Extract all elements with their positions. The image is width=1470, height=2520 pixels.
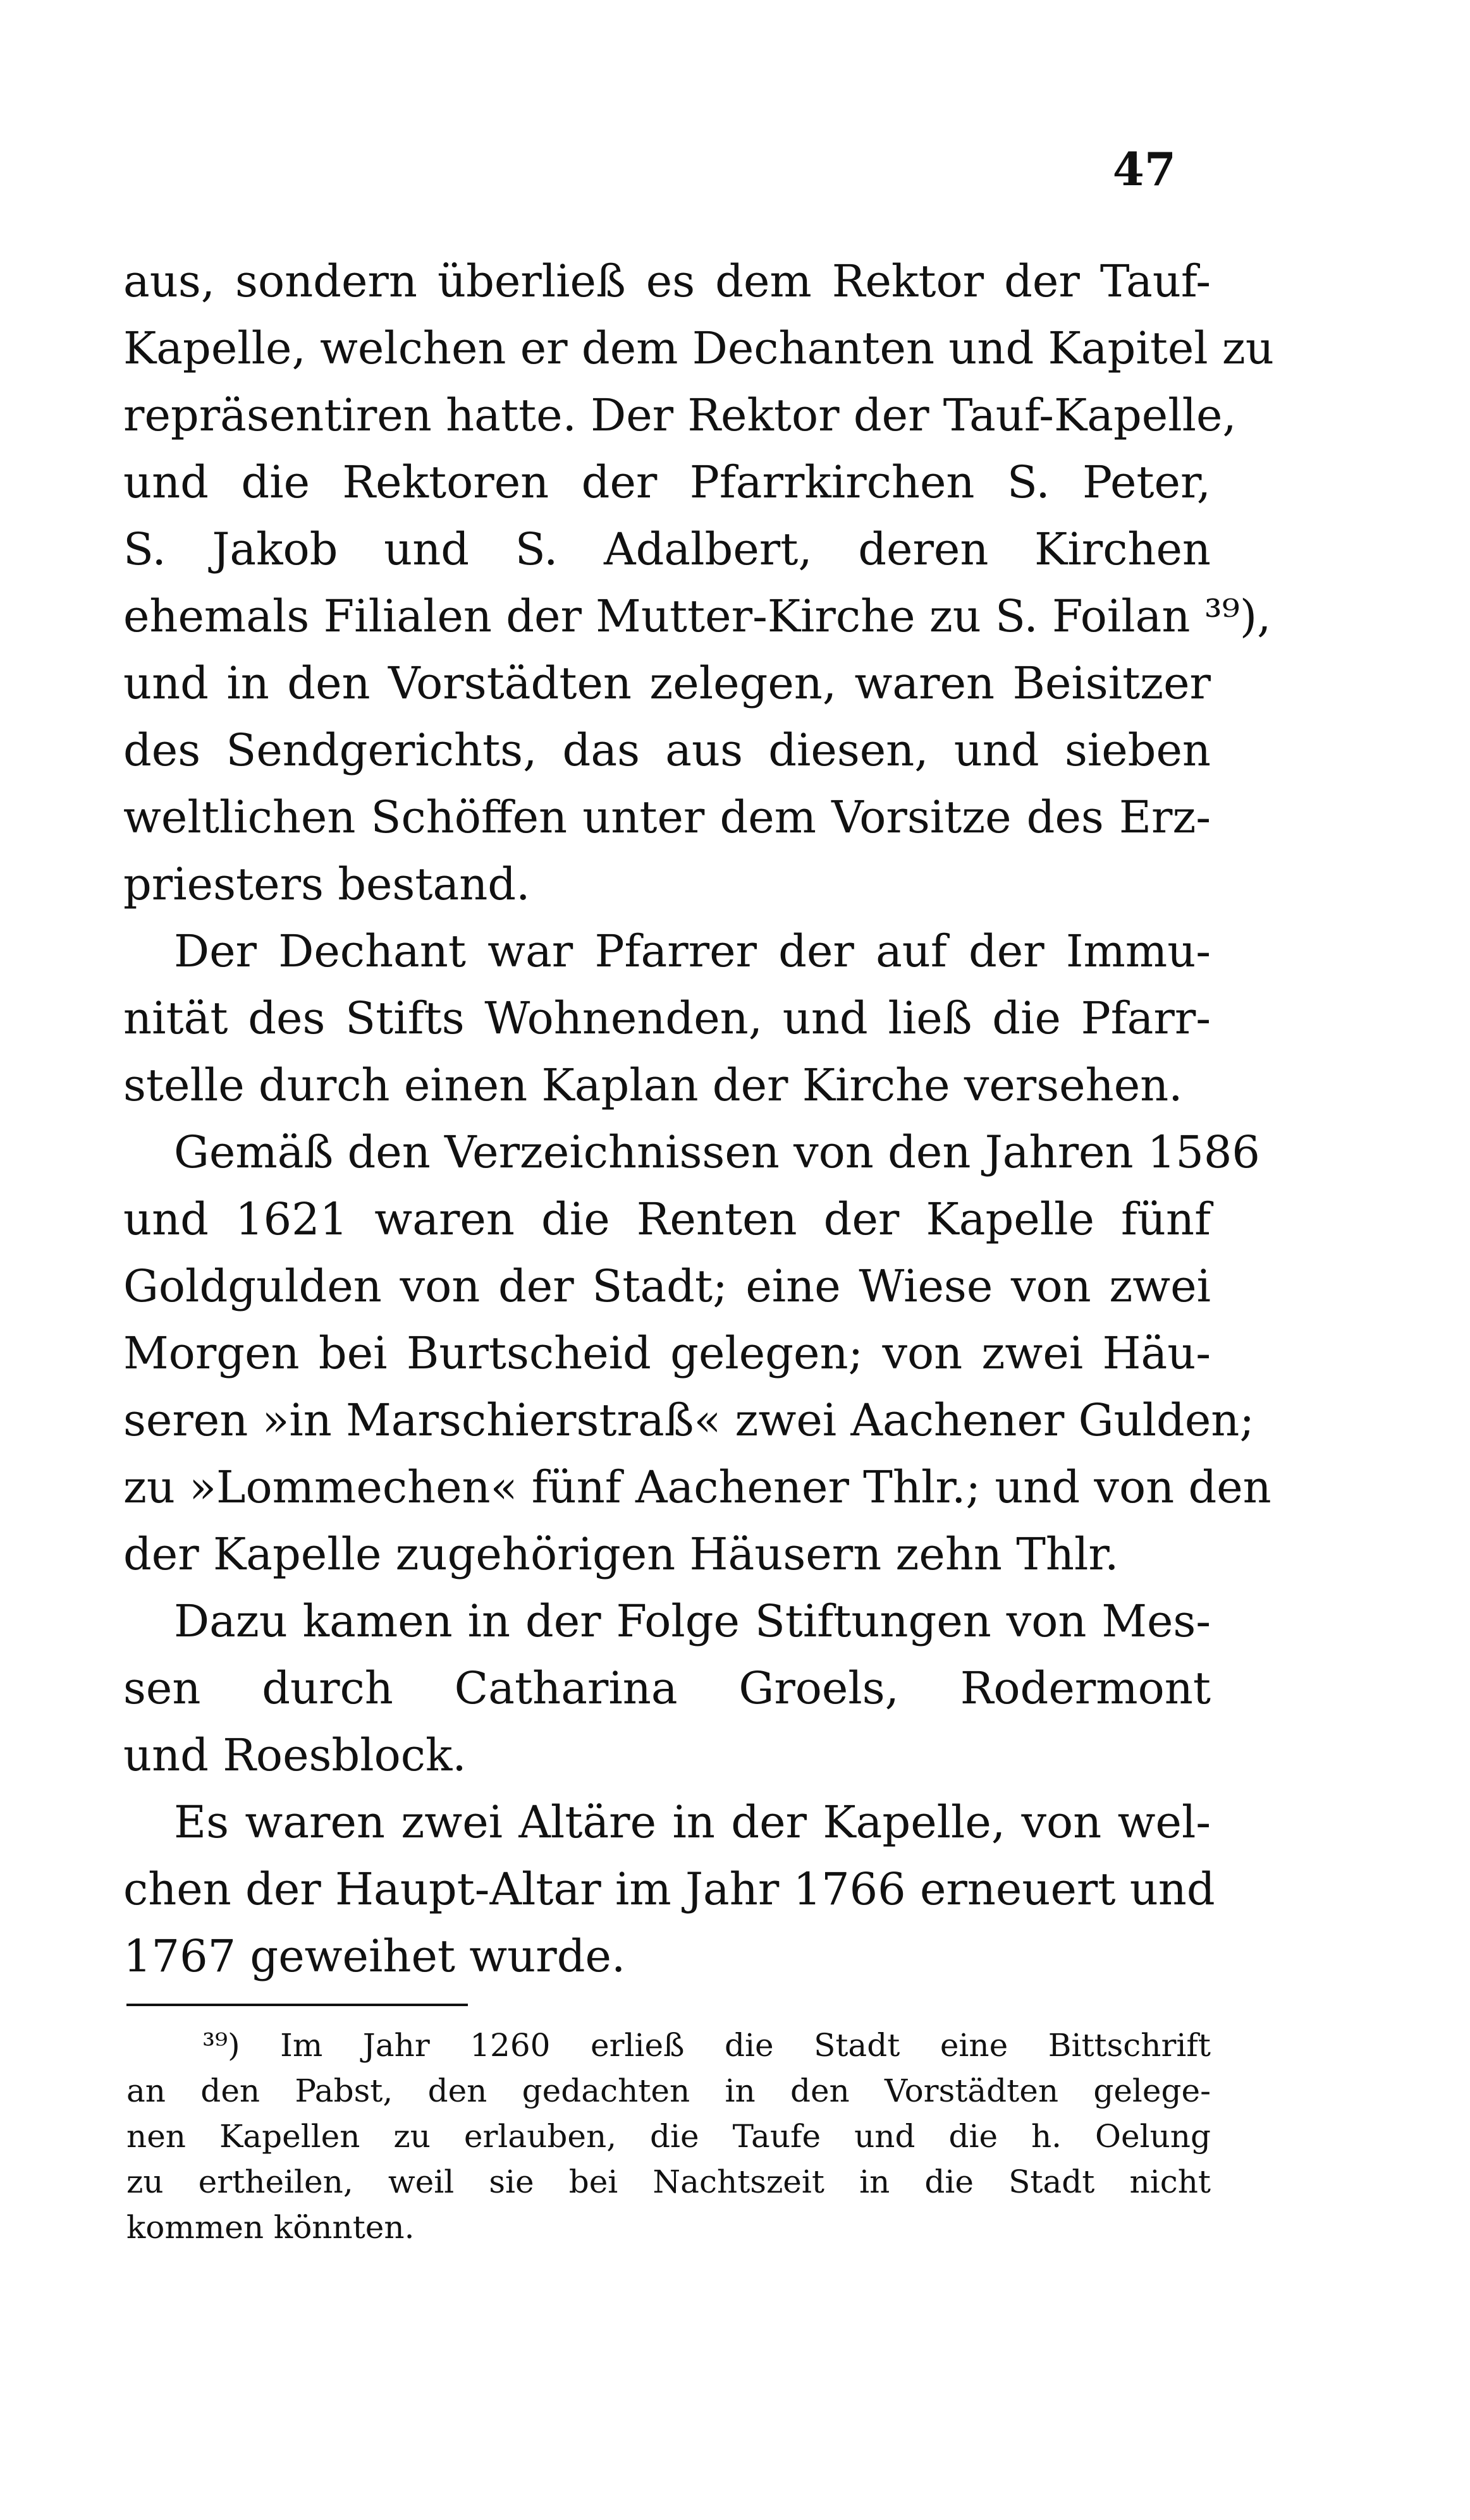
body-line: stelle durch einen Kaplan der Kirche versehen.: [123, 1059, 1183, 1111]
footnote-separator-rule: [126, 2004, 468, 2006]
body-line: chen der Haupt-Altar im Jahr 1766 erneuert und: [123, 1863, 1215, 1915]
body-line: Der Dechant war Pfarrer der auf der Immu-: [174, 925, 1211, 977]
body-line: 1767 geweihet wurde.: [123, 1930, 626, 1982]
page-number: 47: [1112, 142, 1176, 196]
body-line: weltlichen Schöffen unter dem Vorsitze des Erz-: [123, 791, 1211, 843]
body-line: repräsentiren hatte. Der Rektor der Tauf-Kapelle,: [123, 389, 1237, 441]
footnote-line: ³⁹) Im Jahr 1260 erließ die Stadt eine Bittschrift: [202, 2027, 1211, 2064]
body-line: Dazu kamen in der Folge Stiftungen von Mes-: [174, 1595, 1211, 1647]
footnote: [126, 2023, 1211, 2250]
body-line: Morgen bei Burtscheid gelegen; von zwei Häu-: [123, 1327, 1211, 1379]
footnote-line: nen Kapellen zu erlauben, die Taufe und die h. Oelung: [126, 2118, 1211, 2155]
body-line: priesters bestand.: [123, 858, 530, 910]
body-line: und 1621 waren die Renten der Kapelle fünf: [123, 1193, 1211, 1245]
footnote-line: kommen könnten.: [126, 2209, 415, 2246]
body-line: Kapelle, welchen er dem Dechanten und Kapitel zu: [123, 322, 1274, 374]
body-line: Gemäß den Verzeichnissen von den Jahren 1586: [174, 1126, 1260, 1178]
body-line: sen durch Catharina Groels, Rodermont: [123, 1662, 1211, 1714]
body-line: des Sendgerichts, das aus diesen, und sieben: [123, 724, 1211, 776]
body-line: ehemals Filialen der Mutter-Kirche zu S. Foilan ³⁹),: [123, 590, 1271, 642]
body-line: nität des Stifts Wohnenden, und ließ die Pfarr-: [123, 992, 1211, 1044]
body-text: [123, 248, 1274, 1990]
body-line: und die Rektoren der Pfarrkirchen S. Peter,: [123, 456, 1211, 508]
body-line: der Kapelle zugehörigen Häusern zehn Thlr.: [123, 1528, 1119, 1580]
body-line: und in den Vorstädten zelegen, waren Beisitzer: [123, 657, 1211, 709]
body-line: zu »Lommechen« fünf Aachener Thlr.; und von den: [123, 1461, 1271, 1513]
body-line: Es waren zwei Altäre in der Kapelle, von wel-: [174, 1796, 1211, 1848]
body-line: S. Jakob und S. Adalbert, deren Kirchen: [123, 523, 1211, 575]
footnote-line: zu ertheilen, weil sie bei Nachtszeit in die Stadt nicht: [126, 2164, 1211, 2200]
body-line: seren »in Marschierstraß« zwei Aachener Gulden;: [123, 1394, 1254, 1446]
footnote-line: an den Pabst, den gedachten in den Vorstädten gelege-: [126, 2073, 1211, 2109]
body-line: aus, sondern überließ es dem Rektor der Tauf-: [123, 255, 1211, 307]
body-line: und Roesblock.: [123, 1729, 467, 1781]
body-line: Goldgulden von der Stadt; eine Wiese von zwei: [123, 1260, 1211, 1312]
